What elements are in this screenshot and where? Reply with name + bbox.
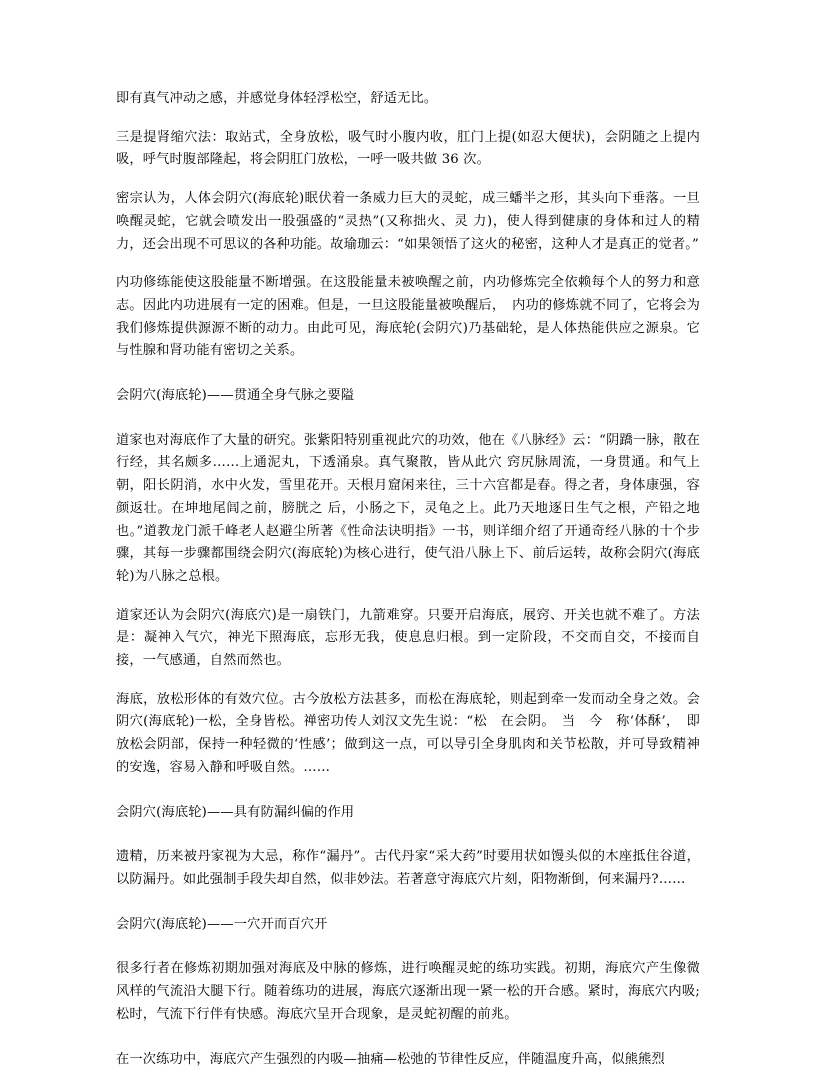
paragraph: 即有真气冲动之感，并感觉身体轻浮松空，舒适无比。 — [116, 88, 700, 111]
paragraph: 海底，放松形体的有效穴位。古今放松方法甚多，而松在海底轮，则起到牵一发而动全身之效。会阴穴(海底轮)一松，全身皆松。禅密功传人刘汉文先生说：“松 在会阴。 当 今 称‘体酥’， 即放松会阴部，保持一种轻微的‘性感’；做到这一点，可以导引全身肌肉和关节松散，并可导致精神的安逸，容易入静和呼吸自然。…… — [116, 689, 700, 780]
paragraph: 在一次练功中，海底穴产生强烈的内吸—抽痛—松弛的节律性反应，伴随温度升高，似熊熊烈 — [116, 1049, 700, 1071]
section-heading: 会阴穴(海底轮)——具有防漏纠偏的作用 — [116, 802, 700, 825]
paragraph: 很多行者在修炼初期加强对海底及中脉的修炼，进行唤醒灵蛇的练功实践。初期，海底穴产生像微风样的气流沿大腿下行。随着练功的进展，海底穴逐渐出现一紧一松的开合感。紧时，海底穴内吸;松时，气流下行伴有快感。海底穴呈开合现象，是灵蛇初醒的前兆。 — [116, 958, 700, 1026]
document-body — [116, 88, 700, 1071]
section-heading: 会阴穴(海底轮)——一穴开而百穴开 — [116, 914, 700, 937]
paragraph: 内功修练能使这股能量不断增强。在这股能量未被唤醒之前，内功修炼完全依赖每个人的努力和意志。因此内功进展有一定的困难。但是，一旦这股能量被唤醒后， 内功的修炼就不同了，它将会为我们修炼提供源源不断的动力。由此可见，海底轮(会阴穴)乃基础轮，是人体热能供应之源泉。它与性腺和肾功能有密切之关系。 — [116, 272, 700, 363]
paragraph: 遗精，历来被丹家视为大忌，称作“漏丹”。古代丹家“采大药”时要用状如馒头似的木座抵住谷道，以防漏丹。如此强制手段失却自然，似非妙法。若著意守海底穴片刻，阳物渐倒，何来漏丹?…… — [116, 846, 700, 891]
paragraph: 道家还认为会阴穴(海底穴)是一扇铁门，九箭难穿。只要开启海底，展窍、开关也就不难了。方法是：凝神入气穴，神光下照海底，忘形无我，使息息归根。到一定阶段，不交而自交，不接而自接，一气感通，自然而然也。 — [116, 605, 700, 673]
paragraph: 道家也对海底作了大量的研究。张紫阳特别重视此穴的功效，他在《八脉经》云：“阴蹻一脉，散在行经，其名颇多……上通泥丸，下透涌泉。真气聚散，皆从此穴 窍尻脉周流，一身贯通。和气上朝，阳长阴消，水中火发，雪里花开。天根月窟闲来往，三十六宫都是春。得之者，身体康强，容颜返壮。在坤地尾闾之前，膀胱之 后，小肠之下，灵龟之上。此乃天地逐日生气之根，产铅之地也。”道教龙门派千峰老人赵避尘所著《性命法诀明指》一书，则详细介绍了开通奇经八脉的十个步 骤，其每一步骤都围绕会阴穴(海底轮)为核心进行，使气沿八脉上下、前后运转，故称会阴穴(海底轮)为八脉之总根。 — [116, 430, 700, 589]
paragraph: 密宗认为，人体会阴穴(海底轮)眠伏着一条威力巨大的灵蛇，成三蟠半之形，其头向下垂落。一旦唤醒灵蛇，它就会喷发出一股强盛的“灵热”(又称拙火、灵 力)，使人得到健康的身体和过人的精力，还会出现不可思议的各种功能。故瑜珈云：“如果领悟了这火的秘密，这种人才是真正的觉者。” — [116, 188, 700, 256]
paragraph: 三是提肾缩穴法：取站式，全身放松，吸气时小腹内收，肛门上提(如忍大便状)，会阴随之上提内吸，呼气时腹部隆起，将会阴肛门放松，一呼一吸共做 36 次。 — [116, 127, 700, 172]
section-heading: 会阴穴(海底轮)——贯通全身气脉之要隘 — [116, 385, 700, 408]
